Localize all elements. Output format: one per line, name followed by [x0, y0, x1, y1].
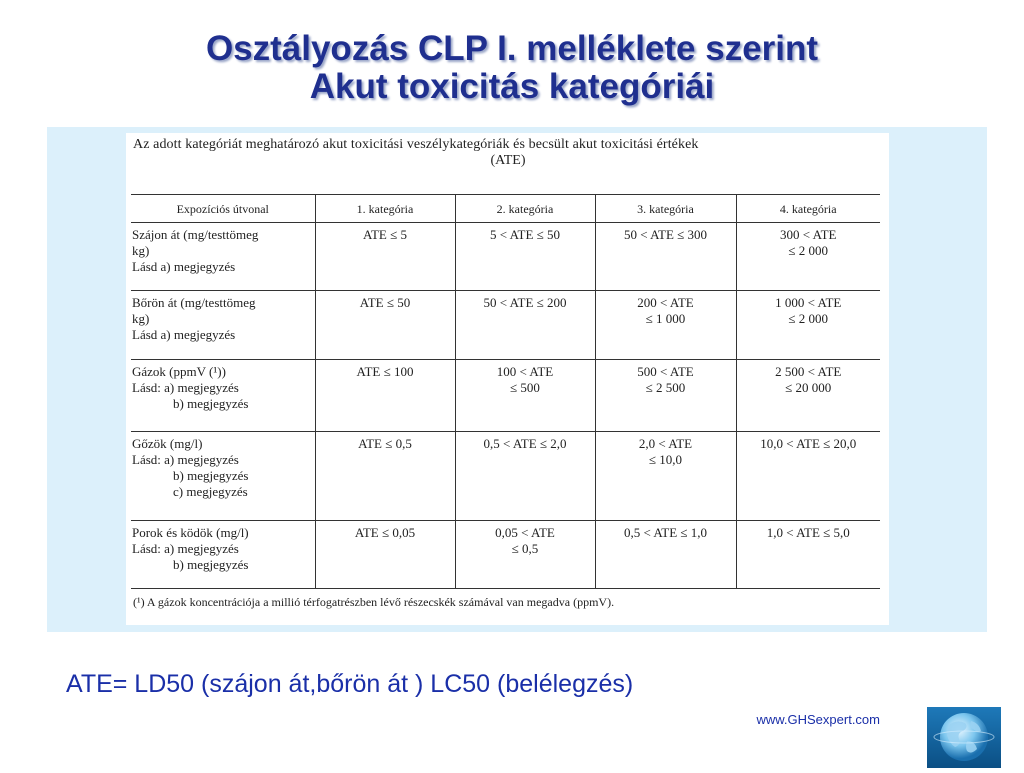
value-line: 50 < ATE ≤ 300	[623, 227, 708, 242]
value-line: 300 < ATE	[780, 227, 837, 242]
table-row-oral	[131, 223, 880, 291]
value-line: ≤ 1 000	[645, 311, 686, 326]
column-header-cat1: 1. kategória	[315, 195, 455, 223]
value-line: ≤ 2 500	[645, 380, 686, 395]
value-line: 0,5 < ATE ≤ 1,0	[623, 525, 708, 540]
document-heading-line-2: (ATE)	[490, 153, 526, 168]
website-link[interactable]: www.GHSexpert.com	[756, 712, 880, 727]
cat3-cell	[595, 291, 736, 360]
route-line: Lásd: a) megjegyzés	[132, 452, 239, 467]
cat2-cell	[455, 432, 595, 521]
cat4-cell	[736, 291, 880, 360]
column-header-cat4: 4. kategória	[736, 195, 880, 223]
route-line: kg)	[132, 311, 150, 326]
value-line: ≤ 20 000	[785, 380, 832, 395]
value-line: 10,0 < ATE ≤ 20,0	[760, 436, 857, 451]
table-header-row	[131, 195, 880, 223]
value-line: 100 < ATE	[496, 364, 554, 379]
value-line: ATE ≤ 0,05	[354, 525, 416, 540]
route-line: b) megjegyzés	[173, 468, 249, 483]
cat3-cell	[595, 432, 736, 521]
value-line: ≤ 500	[510, 380, 540, 395]
route-line: Gázok (ppmV (¹))	[132, 364, 226, 379]
column-header-cat2: 2. kategória	[455, 195, 595, 223]
value-line: 1 000 < ATE	[775, 295, 842, 310]
ate-formula: ATE= LD50 (szájon át,bőrön át ) LC50 (belélegzés)	[66, 670, 634, 698]
route-line: Bőrön át (mg/testtömeg	[132, 295, 256, 310]
footnote-row	[131, 589, 880, 611]
value-line: ATE ≤ 50	[359, 295, 411, 310]
route-line: b) megjegyzés	[173, 557, 249, 572]
value-line: 2 500 < ATE	[775, 364, 842, 379]
value-line: 1,0 < ATE ≤ 5,0	[766, 525, 850, 540]
table-row-gases	[131, 360, 880, 432]
column-header-cat3: 3. kategória	[595, 195, 736, 223]
document-heading	[133, 137, 883, 169]
value-line: 500 < ATE	[637, 364, 694, 379]
route-line: Lásd a) megjegyzés	[132, 259, 236, 274]
cat2-cell	[455, 223, 595, 291]
value-line: ≤ 10,0	[648, 452, 683, 467]
value-line: 50 < ATE ≤ 200	[483, 295, 567, 310]
cat4-cell	[736, 432, 880, 521]
slide-title-line-2: Akut toxicitás kategóriái	[309, 67, 715, 106]
route-line: Lásd: a) megjegyzés	[132, 380, 239, 395]
globe-icon	[927, 707, 1001, 768]
route-cell	[131, 223, 315, 291]
table-row-vapours	[131, 432, 880, 521]
value-line: ≤ 2 000	[788, 311, 829, 326]
cat2-cell	[455, 360, 595, 432]
route-line: b) megjegyzés	[173, 396, 249, 411]
document-heading-line-1: Az adott kategóriát meghatározó akut toxicitási veszélykategóriák és becsült akut toxicitási értékek	[133, 137, 699, 152]
route-line: Porok és ködök (mg/l)	[132, 525, 249, 540]
route-line: Lásd: a) megjegyzés	[132, 541, 239, 556]
column-header-route: Expozíciós útvonal	[131, 195, 315, 223]
value-line: 0,5 < ATE ≤ 2,0	[483, 436, 567, 451]
route-cell	[131, 360, 315, 432]
footnote: (¹) A gázok koncentrációja a millió térfogatrészben lévő részecskék számával van megadva (ppmV).	[133, 595, 615, 609]
route-line: c) megjegyzés	[173, 484, 248, 499]
route-line: Szájon át (mg/testtömeg	[132, 227, 259, 242]
route-cell	[131, 521, 315, 589]
cat1-cell	[315, 291, 455, 360]
globe-icon-graphic	[927, 707, 1001, 768]
route-cell	[131, 432, 315, 521]
cat1-cell	[315, 432, 455, 521]
cat3-cell	[595, 360, 736, 432]
cat1-cell	[315, 521, 455, 589]
cat1-cell	[315, 223, 455, 291]
slide-title	[0, 30, 1024, 106]
cat3-cell	[595, 223, 736, 291]
value-line: 5 < ATE ≤ 50	[489, 227, 561, 242]
cat4-cell	[736, 223, 880, 291]
cat2-cell	[455, 521, 595, 589]
value-line: ATE ≤ 100	[356, 364, 414, 379]
route-line: kg)	[132, 243, 150, 258]
route-line: Lásd a) megjegyzés	[132, 327, 236, 342]
table-row-dusts	[131, 521, 880, 589]
cat3-cell	[595, 521, 736, 589]
cat4-cell	[736, 360, 880, 432]
value-line: 2,0 < ATE	[638, 436, 693, 451]
slide-title-line-1: Osztályozás CLP I. melléklete szerint	[205, 29, 819, 68]
value-line: 0,05 < ATE	[495, 525, 555, 540]
value-line: ATE ≤ 0,5	[358, 436, 412, 451]
toxicity-table	[131, 194, 880, 610]
cat2-cell	[455, 291, 595, 360]
value-line: ≤ 2 000	[788, 243, 829, 258]
value-line: 200 < ATE	[637, 295, 694, 310]
cat4-cell	[736, 521, 880, 589]
value-line: ≤ 0,5	[511, 541, 539, 556]
cat1-cell	[315, 360, 455, 432]
route-line: Gőzök (mg/l)	[132, 436, 203, 451]
value-line: ATE ≤ 5	[363, 227, 407, 242]
route-cell	[131, 291, 315, 360]
scanned-document	[126, 133, 889, 625]
table-row-dermal	[131, 291, 880, 360]
